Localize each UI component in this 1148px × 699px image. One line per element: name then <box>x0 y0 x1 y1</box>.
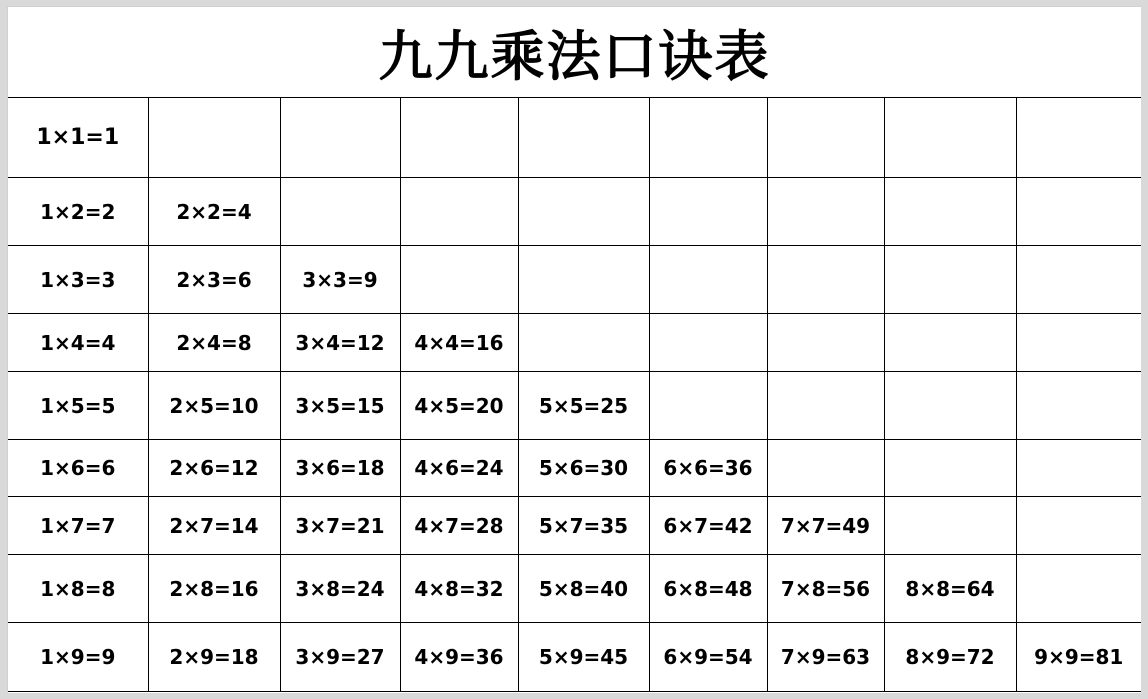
table-cell[interactable] <box>400 246 518 314</box>
cell-text: 6×9=54 <box>663 645 753 669</box>
cell-text: 6×7=42 <box>663 513 753 538</box>
cell-text: 4×7=28 <box>414 513 504 538</box>
cell-text: 2×2=4 <box>176 199 252 224</box>
table-row <box>8 372 1141 440</box>
table-cell[interactable] <box>148 246 280 314</box>
multiplication-table <box>8 97 1141 692</box>
table-cell[interactable] <box>280 178 400 246</box>
table-cell[interactable] <box>8 440 148 497</box>
cell-text: 1×6=6 <box>40 456 116 480</box>
table-cell[interactable] <box>148 98 280 178</box>
table-cell[interactable] <box>767 178 884 246</box>
cell-text: 2×9=18 <box>169 645 259 669</box>
cell-text: 1×2=2 <box>40 199 116 224</box>
cell-text: 9×9=81 <box>1034 645 1124 669</box>
cell-text: 4×8=32 <box>414 576 504 601</box>
table-cell[interactable] <box>148 178 280 246</box>
table-cell[interactable] <box>280 246 400 314</box>
table-row <box>8 555 1141 623</box>
cell-text: 4×6=24 <box>414 456 504 480</box>
table-cell[interactable] <box>8 246 148 314</box>
cell-text: 4×9=36 <box>414 645 504 669</box>
table-cell[interactable] <box>8 623 148 692</box>
table-row <box>8 440 1141 497</box>
table-row <box>8 178 1141 246</box>
table-cell[interactable] <box>280 372 400 440</box>
table-cell[interactable] <box>280 314 400 372</box>
cell-text: 3×7=21 <box>295 513 385 538</box>
table-cell[interactable] <box>148 440 280 497</box>
table-cell[interactable] <box>148 555 280 623</box>
cell-text: 1×7=7 <box>40 513 116 538</box>
table-cell[interactable] <box>1016 497 1141 555</box>
table-cell[interactable] <box>8 372 148 440</box>
cell-text: 2×8=16 <box>169 576 259 601</box>
cell-text: 7×7=49 <box>780 513 871 538</box>
table-cell[interactable] <box>767 440 884 497</box>
cell-text: 1×8=8 <box>40 576 116 601</box>
table-cell[interactable] <box>400 178 518 246</box>
cell-text: 7×9=63 <box>780 645 871 669</box>
spreadsheet-sheet <box>7 6 1141 693</box>
cell-text: 1×9=9 <box>40 645 116 669</box>
cell-text: 5×7=35 <box>538 513 629 538</box>
table-cell[interactable] <box>148 314 280 372</box>
table-cell[interactable] <box>400 314 518 372</box>
table-cell[interactable] <box>400 623 518 692</box>
cell-text: 7×8=56 <box>780 576 871 601</box>
table-cell[interactable] <box>280 440 400 497</box>
table-cell[interactable] <box>649 372 767 440</box>
table-cell[interactable] <box>884 623 1016 692</box>
table-cell[interactable] <box>148 497 280 555</box>
table-cell[interactable] <box>767 246 884 314</box>
table-cell[interactable] <box>1016 246 1141 314</box>
cell-text: 3×4=12 <box>295 330 385 355</box>
cell-text: 5×8=40 <box>538 576 629 601</box>
table-cell[interactable] <box>518 178 649 246</box>
table-cell[interactable] <box>280 497 400 555</box>
table-cell[interactable] <box>280 555 400 623</box>
table-body <box>8 98 1141 692</box>
cell-text: 1×1=1 <box>36 125 120 150</box>
table-cell[interactable] <box>8 555 148 623</box>
table-row <box>8 314 1141 372</box>
table-cell[interactable] <box>148 623 280 692</box>
table-cell[interactable] <box>518 623 649 692</box>
table-cell[interactable] <box>884 372 1016 440</box>
table-cell[interactable] <box>400 497 518 555</box>
table-cell[interactable] <box>518 440 649 497</box>
table-cell[interactable] <box>400 555 518 623</box>
table-cell[interactable] <box>767 497 884 555</box>
cell-text: 6×8=48 <box>663 576 753 601</box>
table-cell[interactable] <box>649 623 767 692</box>
cell-text: 5×5=25 <box>538 393 629 418</box>
table-row <box>8 623 1141 692</box>
cell-text: 3×3=9 <box>302 267 378 292</box>
table-cell[interactable] <box>767 555 884 623</box>
table-cell[interactable] <box>649 246 767 314</box>
table-cell[interactable] <box>649 440 767 497</box>
table-cell[interactable] <box>884 440 1016 497</box>
table-cell[interactable] <box>1016 440 1141 497</box>
table-cell[interactable] <box>400 98 518 178</box>
table-cell[interactable] <box>1016 314 1141 372</box>
cell-text: 1×5=5 <box>40 393 116 418</box>
table-cell[interactable] <box>649 555 767 623</box>
cell-text: 2×6=12 <box>169 456 259 480</box>
table-cell[interactable] <box>8 497 148 555</box>
table-cell[interactable] <box>518 372 649 440</box>
table-cell[interactable] <box>767 314 884 372</box>
table-cell[interactable] <box>649 497 767 555</box>
table-cell[interactable] <box>649 98 767 178</box>
table-cell[interactable] <box>280 98 400 178</box>
table-cell[interactable] <box>884 178 1016 246</box>
cell-text: 8×8=64 <box>905 576 995 601</box>
cell-text: 1×4=4 <box>40 330 116 355</box>
table-row <box>8 497 1141 555</box>
cell-text: 4×4=16 <box>414 330 504 355</box>
cell-text: 3×5=15 <box>295 393 385 418</box>
table-cell[interactable] <box>767 623 884 692</box>
table-cell[interactable] <box>884 555 1016 623</box>
cell-text: 6×6=36 <box>663 456 753 480</box>
table-cell[interactable] <box>1016 178 1141 246</box>
table-cell[interactable] <box>1016 623 1141 692</box>
table-cell[interactable] <box>8 314 148 372</box>
table-cell[interactable] <box>518 555 649 623</box>
cell-text: 3×9=27 <box>295 645 385 669</box>
table-cell[interactable] <box>400 372 518 440</box>
cell-text: 1×3=3 <box>40 267 116 292</box>
table-cell[interactable] <box>649 178 767 246</box>
table-row <box>8 246 1141 314</box>
cell-text: 5×6=30 <box>538 456 629 480</box>
table-cell[interactable] <box>8 178 148 246</box>
cell-text: 2×4=8 <box>176 330 252 355</box>
table-cell[interactable] <box>884 246 1016 314</box>
table-cell[interactable] <box>518 98 649 178</box>
cell-text: 3×6=18 <box>295 456 385 480</box>
table-cell[interactable] <box>8 98 148 178</box>
cell-text: 2×5=10 <box>169 393 259 418</box>
cell-text: 8×9=72 <box>905 645 995 669</box>
cell-text: 2×3=6 <box>176 267 252 292</box>
table-cell[interactable] <box>280 623 400 692</box>
cell-text: 3×8=24 <box>295 576 385 601</box>
cell-text: 2×7=14 <box>169 513 259 538</box>
table-cell[interactable] <box>884 314 1016 372</box>
table-cell[interactable] <box>767 98 884 178</box>
table-cell[interactable] <box>1016 98 1141 178</box>
table-cell[interactable] <box>518 246 649 314</box>
page-title: 九九乘法口诀表 <box>8 7 1141 98</box>
table-cell[interactable] <box>884 98 1016 178</box>
table-cell[interactable] <box>649 314 767 372</box>
cell-text: 5×9=45 <box>538 645 629 669</box>
table-cell[interactable] <box>148 372 280 440</box>
table-cell[interactable] <box>400 440 518 497</box>
table-cell[interactable] <box>1016 555 1141 623</box>
table-row <box>8 98 1141 178</box>
table-cell[interactable] <box>884 497 1016 555</box>
table-cell[interactable] <box>1016 372 1141 440</box>
table-cell[interactable] <box>518 314 649 372</box>
table-cell[interactable] <box>767 372 884 440</box>
table-cell[interactable] <box>518 497 649 555</box>
cell-text: 4×5=20 <box>414 393 504 418</box>
